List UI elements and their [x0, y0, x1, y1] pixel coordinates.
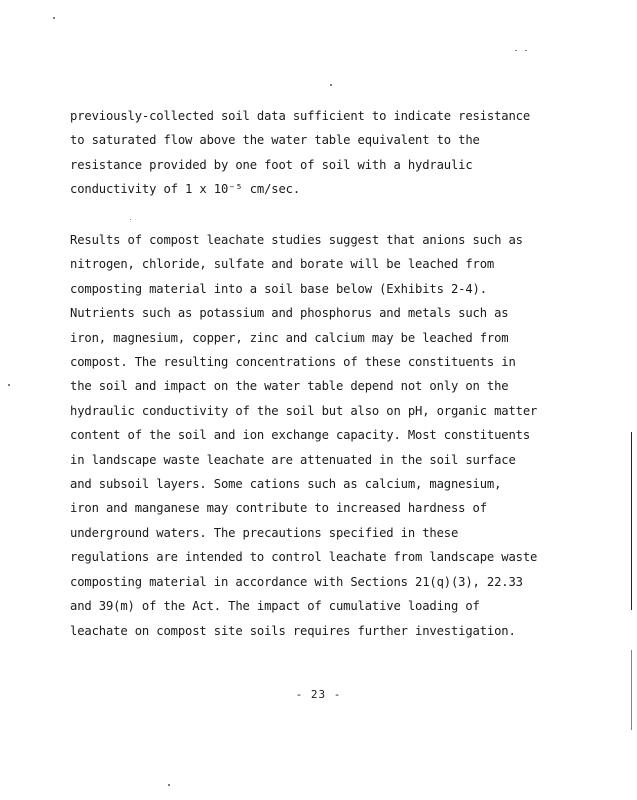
scan-speck — [168, 784, 170, 786]
text-line: to saturated flow above the water table equivalent to the — [70, 133, 480, 148]
scan-speck — [330, 84, 332, 86]
text-line: the soil and impact on the water table depend not only on the — [70, 379, 509, 394]
text-line: iron, magnesium, copper, zinc and calcium may be leached from — [70, 330, 509, 345]
text-line: composting material into a soil base below (Exhibits 2-4). — [70, 281, 487, 296]
text-line: leachate on compost site soils requires further investigation. — [70, 623, 516, 638]
scan-speck — [8, 384, 10, 386]
text-line: and subsoil layers. Some cations such as calcium, magnesium, — [70, 477, 502, 492]
scan-edge-line — [631, 432, 632, 610]
text-line: conductivity of 1 x 10⁻⁵ cm/sec. — [70, 182, 300, 197]
text-line: regulations are intended to control leachate from landscape waste — [70, 550, 538, 565]
text-line: hydraulic conductivity of the soil but also on pH, organic matter — [70, 403, 538, 418]
paragraph-compost-leachate — [70, 228, 565, 643]
text-line: resistance provided by one foot of soil with a hydraulic — [70, 157, 473, 172]
page-number: - 23 - — [295, 688, 342, 701]
text-line: previously-collected soil data sufficient to indicate resistance — [70, 109, 530, 123]
text-line: compost. The resulting concentrations of these constituents in — [70, 355, 516, 370]
scan-speck — [515, 50, 517, 51]
text-line: Nutrients such as potassium and phosphorus and metals such as — [70, 306, 509, 321]
text-line: iron and manganese may contribute to increased hardness of — [70, 501, 487, 516]
paragraph-soil-resistance — [70, 104, 565, 202]
text-line: Results of compost leachate studies suggest that anions such as — [70, 233, 523, 247]
text-line: in landscape waste leachate are attenuated in the soil surface — [70, 452, 516, 467]
scan-speck — [525, 50, 527, 51]
text-line: and 39(m) of the Act. The impact of cumulative loading of — [70, 599, 480, 614]
text-line: content of the soil and ion exchange capacity. Most constituents — [70, 428, 530, 443]
text-line: nitrogen, chloride, sulfate and borate will be leached from — [70, 257, 495, 272]
scan-edge-line — [631, 650, 632, 730]
text-line: underground waters. The precautions specified in these — [70, 525, 459, 540]
scan-speck — [53, 17, 55, 19]
text-line: composting material in accordance with Sections 21(q)(3), 22.33 — [70, 574, 523, 589]
scan-speck — [130, 219, 131, 220]
